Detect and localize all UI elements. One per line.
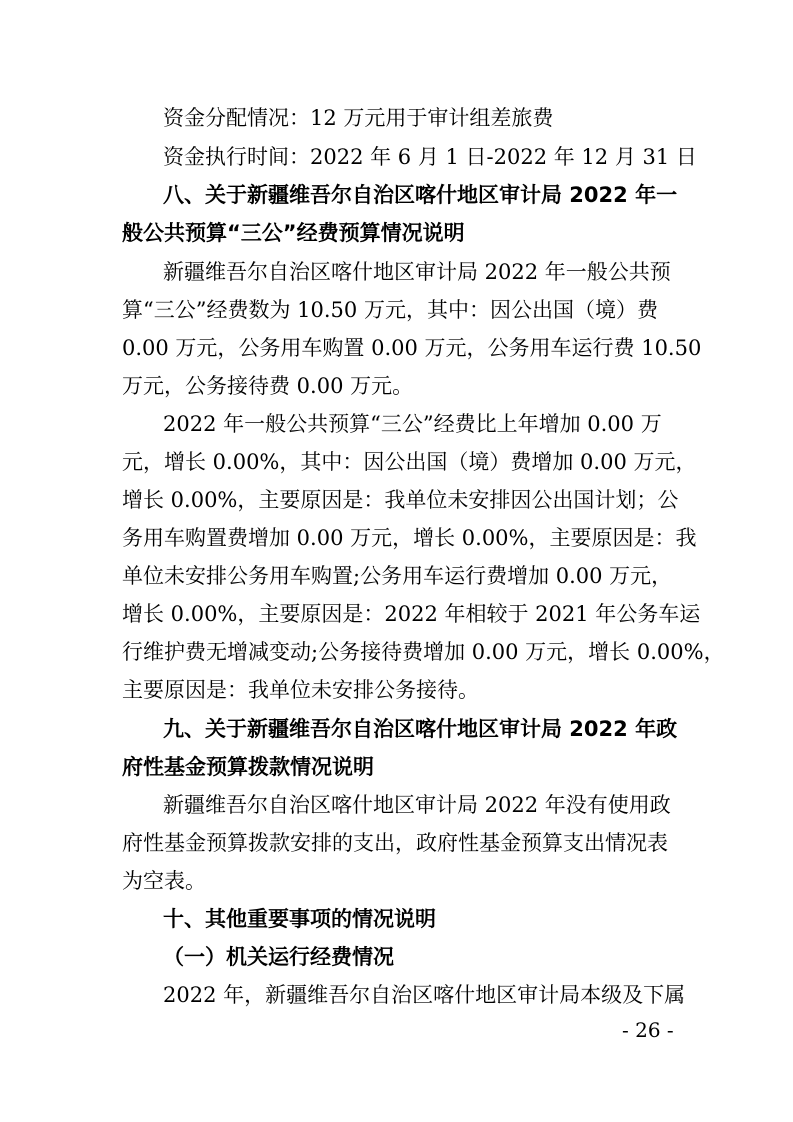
- paragraph-line: 2022 年一般公共预算“三公”经费比上年增加 0.00 万: [163, 412, 662, 436]
- fund-allocation-line: 资金分配情况：12 万元用于审计组差旅费: [163, 106, 554, 130]
- subsection-1-heading: （一）机关运行经费情况: [163, 945, 394, 969]
- section-10-heading: 十、其他重要事项的情况说明: [163, 907, 436, 931]
- section-9-heading-line-2: 府性基金预算拨款情况说明: [122, 755, 374, 779]
- paragraph-line: 新疆维吾尔自治区喀什地区审计局 2022 年没有使用政: [163, 793, 671, 817]
- paragraph-line: 2022 年，新疆维吾尔自治区喀什地区审计局本级及下属: [163, 983, 686, 1007]
- section-8-heading-line-1: 八、关于新疆维吾尔自治区喀什地区审计局 2022 年一: [163, 183, 678, 207]
- paragraph-line: 万元，公务接待费 0.00 万元。: [122, 374, 414, 398]
- paragraph-line: 算“三公”经费数为 10.50 万元，其中：因公出国（境）费: [122, 298, 658, 322]
- paragraph-line: 为空表。: [122, 869, 206, 893]
- section-8-heading-line-2: 般公共预算“三公”经费预算情况说明: [122, 221, 465, 245]
- paragraph-line: 行维护费无增减变动;公务接待费增加 0.00 万元，增长 0.00%，: [122, 640, 725, 664]
- paragraph-line: 0.00 万元，公务用车购置 0.00 万元，公务用车运行费 10.50: [122, 336, 702, 360]
- paragraph-line: 新疆维吾尔自治区喀什地区审计局 2022 年一般公共预: [163, 260, 671, 284]
- paragraph-line: 主要原因是：我单位未安排公务接待。: [122, 678, 479, 702]
- paragraph-line: 单位未安排公务用车购置;公务用车运行费增加 0.00 万元，: [122, 564, 673, 588]
- section-9-heading-line-1: 九、关于新疆维吾尔自治区喀什地区审计局 2022 年政: [163, 717, 678, 741]
- paragraph-line: 增长 0.00%，主要原因是：2022 年相较于 2021 年公务车运: [122, 602, 701, 626]
- fund-execution-time-line: 资金执行时间：2022 年 6 月 1 日-2022 年 12 月 31 日: [163, 145, 697, 169]
- paragraph-line: 务用车购置费增加 0.00 万元，增长 0.00%，主要原因是：我: [122, 526, 697, 550]
- page-number: - 26 -: [622, 1018, 674, 1042]
- paragraph-line: 府性基金预算拨款安排的支出，政府性基金预算支出情况表: [122, 831, 668, 855]
- paragraph-line: 元，增长 0.00%，其中：因公出国（境）费增加 0.00 万元，: [122, 450, 697, 474]
- paragraph-line: 增长 0.00%，主要原因是：我单位未安排因公出国计划；公: [122, 488, 679, 512]
